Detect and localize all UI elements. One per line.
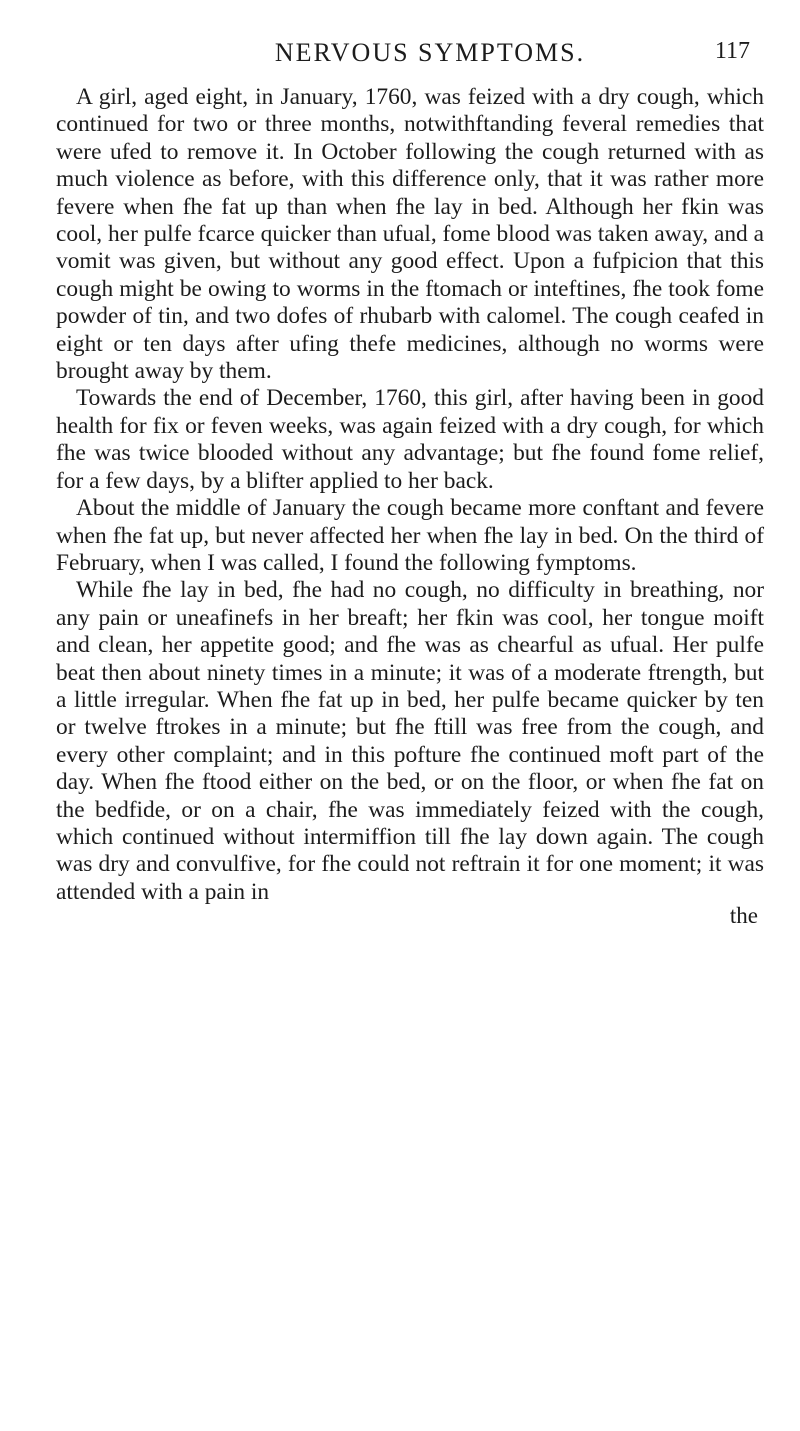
running-head [56,38,764,72]
paragraph-case-history: A girl, aged eight, in January, 1760, was feized with a dry cough, which continued for two or three months, notwithftanding feveral remedies that were ufed to remove it. In October following the cough returned with as much violence as before, with this difference only, that it was rather more fevere when fhe fat up than when fhe lay in bed. Although her fkin was cool, her pulfe fcarce quicker than ufual, fome blood was taken away, and a vomit was given, but without any good effect. Upon a fufpicion that this cough might be owing to worms in the ftomach or inteftines, fhe took fome powder of tin, and two dofes of rhubarb with calomel. The cough ceafed in eight or ten days after ufing thefe medicines, although no worms were brought away by them. [56,84,764,385]
page-number: 117 [714,38,750,64]
chapter-title: NERVOUS SYMPTOMS. [274,38,586,67]
paragraph-january-symptoms: About the middle of January the cough became more conftant and fevere when fhe fat up, but never affected her when fhe lay in bed. On the third of February, when I was called, I found the following fymptoms. [56,495,764,576]
catchword: the [729,903,758,929]
body-text [56,84,764,906]
paragraph-observed-symptoms: While fhe lay in bed, fhe had no cough, no difficulty in breathing, nor any pain or uneafinefs in her breaft; her fkin was cool, her tongue moift and clean, her appetite good; and fhe was as chearful as ufual. Her pulfe beat then about ninety times in a minute; it was of a moderate ftrength, but a little irregular. When fhe fat up in bed, her pulfe became quicker by ten or twelve ftrokes in a minute; but fhe ftill was free from the cough, and every other complaint; and in this pofture fhe continued moft part of the day. When fhe ftood either on the bed, or on the floor, or when fhe fat on the bedfide, or on a chair, fhe was immediately feized with the cough, which continued without intermiffion till fhe lay down again. The cough was dry and convulfive, for fhe could not reftrain it for one moment; it was attended with a pain in [56,577,764,905]
paragraph-december-relapse: Towards the end of December, 1760, this girl, after having been in good health for fix or feven weeks, was again feized with a dry cough, for which fhe was twice blooded without any advantage; but fhe found fome relief, for a few days, by a blifter applied to her back. [56,385,764,494]
